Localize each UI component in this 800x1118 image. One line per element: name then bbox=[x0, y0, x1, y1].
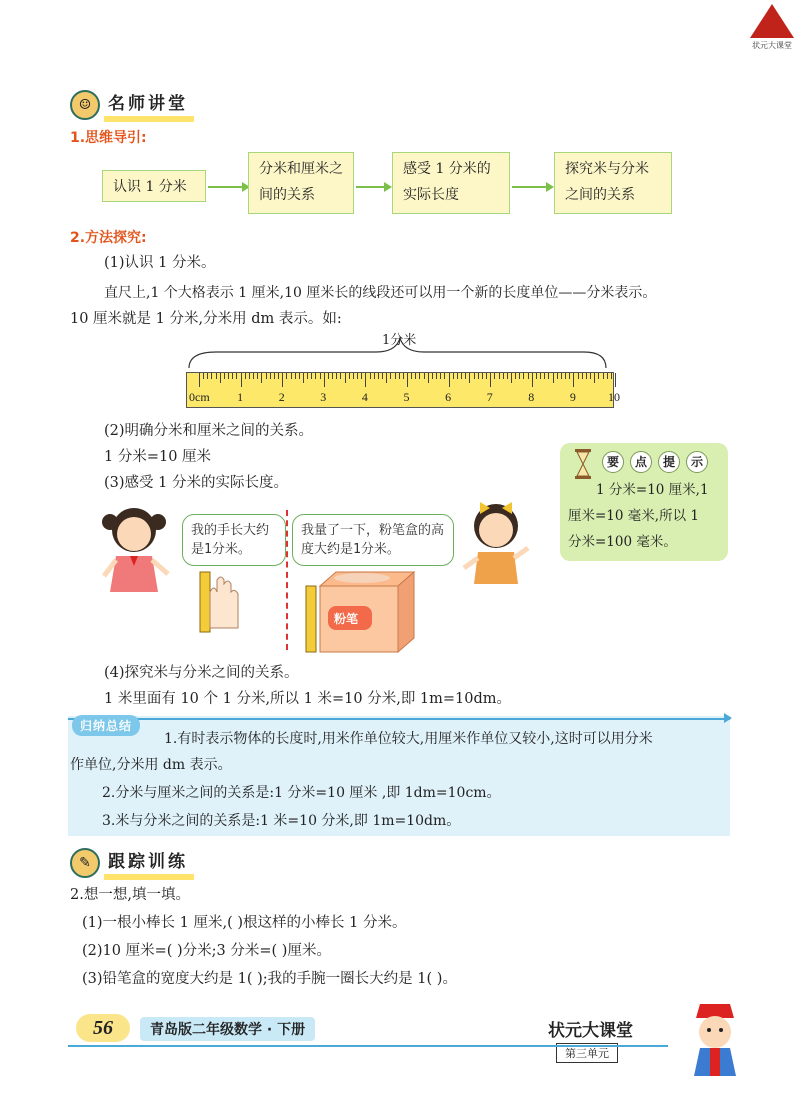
ruler-tick bbox=[440, 373, 441, 379]
p1-line1: 直尺上,1 个大格表示 1 厘米,10 厘米长的线段还可以用一个新的长度单位——分米表示。 bbox=[104, 285, 657, 301]
footer-line bbox=[68, 1045, 668, 1047]
summary-line2: 2.分米与厘米之间的关系是:1 分米=10 厘米 ,即 1dm=10cm。 bbox=[102, 785, 501, 801]
ruler-tick bbox=[486, 373, 487, 379]
question-2: (2)10 厘米=( )分米;3 分米=( )厘米。 bbox=[82, 943, 331, 959]
ruler-tick bbox=[278, 373, 279, 379]
ruler-tick bbox=[557, 373, 558, 379]
ruler-tick bbox=[257, 373, 258, 379]
ruler-tick bbox=[361, 373, 362, 379]
ruler-tick bbox=[320, 373, 321, 379]
p2-eq: 1 分米=10 厘米 bbox=[104, 449, 212, 465]
ruler-tick bbox=[507, 373, 508, 379]
practice-emblem-icon: ✎ bbox=[70, 848, 100, 878]
ruler-tick bbox=[378, 373, 379, 379]
ruler-tick bbox=[553, 373, 554, 383]
ruler-label: 1 bbox=[237, 390, 244, 404]
ruler-tick bbox=[461, 373, 462, 379]
speech-bubble-right: 我量了一下，粉笔盒的高度大约是1分米。 bbox=[292, 514, 454, 566]
p1-title: (1)认识 1 分米。 bbox=[104, 255, 216, 271]
ruler-tick bbox=[594, 373, 595, 383]
thinking-label: 1.思维导引: bbox=[70, 130, 147, 146]
divider bbox=[286, 510, 288, 650]
ruler-tick bbox=[199, 373, 200, 387]
ruler-tick bbox=[382, 373, 383, 379]
p3-title: (3)感受 1 分米的实际长度。 bbox=[104, 475, 288, 491]
ruler-tick bbox=[607, 373, 608, 379]
method-label: 2.方法探究: bbox=[70, 230, 147, 246]
ruler-tick bbox=[540, 373, 541, 379]
ruler-tick bbox=[482, 373, 483, 379]
chalk-box-illustration bbox=[302, 566, 420, 656]
p4-title: (4)探究米与分米之间的关系。 bbox=[104, 665, 299, 681]
ruler-tick bbox=[503, 373, 504, 379]
ruler-tick bbox=[603, 373, 604, 379]
girl-right-illustration bbox=[460, 496, 532, 586]
p4-text: 1 米里面有 10 个 1 分米,所以 1 米=10 分米,即 1m=10dm。 bbox=[104, 691, 512, 707]
ruler-tick bbox=[523, 373, 524, 379]
ruler-label: 7 bbox=[486, 390, 493, 404]
ruler-tick bbox=[207, 373, 208, 379]
tip-char: 提 bbox=[658, 451, 680, 473]
ruler-tick bbox=[548, 373, 549, 379]
ruler-label-0: 0cm bbox=[189, 390, 210, 404]
ruler-tick bbox=[611, 373, 612, 379]
summary-top-bar bbox=[68, 718, 730, 720]
ruler-tick bbox=[465, 373, 466, 379]
p1-line2: 10 厘米就是 1 分米,分米用 dm 表示。如: bbox=[70, 311, 342, 327]
question-title: 2.想一想,填一填。 bbox=[70, 887, 190, 903]
ruler-tick bbox=[220, 373, 221, 383]
ruler-tick bbox=[349, 373, 350, 379]
flow-step-2: 分米和厘米之间的关系 bbox=[248, 152, 354, 214]
ruler-label: 8 bbox=[528, 390, 535, 404]
ruler-tick bbox=[436, 373, 437, 379]
tip-char: 示 bbox=[686, 451, 708, 473]
ruler-tick bbox=[303, 373, 304, 383]
ruler-tick bbox=[573, 373, 574, 387]
ruler-tick bbox=[582, 373, 583, 379]
ruler-tick bbox=[411, 373, 412, 379]
ruler-label: 9 bbox=[569, 390, 576, 404]
ruler-tick bbox=[490, 373, 491, 387]
tip-char: 点 bbox=[630, 451, 652, 473]
ruler-brace-label: 1分米 bbox=[382, 333, 417, 348]
ruler-tick bbox=[449, 373, 450, 387]
ruler-tick bbox=[586, 373, 587, 379]
ruler-tick bbox=[399, 373, 400, 379]
ruler-tick bbox=[299, 373, 300, 379]
section-title: 名师讲堂 bbox=[104, 89, 194, 122]
ruler-tick bbox=[286, 373, 287, 379]
ruler-tick bbox=[261, 373, 262, 383]
ruler-tick bbox=[474, 373, 475, 379]
logo-text: 状元大课堂 bbox=[752, 41, 792, 50]
ruler-tick bbox=[353, 373, 354, 379]
p2-title: (2)明确分米和厘米之间的关系。 bbox=[104, 423, 314, 439]
ruler-tick bbox=[536, 373, 537, 379]
ruler-tick bbox=[395, 373, 396, 379]
ruler-tick bbox=[332, 373, 333, 379]
ruler-tick bbox=[424, 373, 425, 379]
flow-arrow-icon bbox=[208, 186, 244, 188]
flow-arrow-icon bbox=[512, 186, 548, 188]
ruler-tick bbox=[291, 373, 292, 379]
ruler-tick bbox=[203, 373, 204, 379]
ruler-tick bbox=[515, 373, 516, 379]
ruler-tick bbox=[249, 373, 250, 379]
summary-box bbox=[68, 716, 730, 836]
girl-left-illustration bbox=[100, 500, 172, 600]
ruler-tick bbox=[565, 373, 566, 379]
ruler-label: 5 bbox=[403, 390, 410, 404]
ruler-tick bbox=[561, 373, 562, 379]
ruler-tick bbox=[270, 373, 271, 379]
ruler-label: 3 bbox=[320, 390, 327, 404]
flow-step-1: 认识 1 分米 bbox=[102, 170, 206, 202]
ruler-tick bbox=[357, 373, 358, 379]
ruler-tick bbox=[324, 373, 325, 387]
ruler-tick bbox=[428, 373, 429, 383]
ruler-tick bbox=[307, 373, 308, 379]
ruler-tick bbox=[266, 373, 267, 379]
ruler-tick bbox=[469, 373, 470, 383]
ruler-tick bbox=[403, 373, 404, 379]
hourglass-icon bbox=[574, 449, 592, 479]
speech-bubble-left: 我的手长大约是1分米。 bbox=[182, 514, 286, 566]
ruler-tick bbox=[315, 373, 316, 379]
summary-line1b: 作单位,分米用 dm 表示。 bbox=[70, 757, 232, 773]
ruler-tick bbox=[444, 373, 445, 379]
summary-line3: 3.米与分米之间的关系是:1 米=10 分米,即 1m=10dm。 bbox=[102, 813, 461, 829]
ruler-tick bbox=[245, 373, 246, 379]
ruler-tick bbox=[457, 373, 458, 379]
ruler-tick bbox=[419, 373, 420, 379]
ruler-tick bbox=[598, 373, 599, 379]
ruler-tick bbox=[365, 373, 366, 387]
tip-line2: 厘米=10 毫米,所以 1 bbox=[568, 508, 699, 524]
ruler-tick bbox=[386, 373, 387, 383]
unit-label: 第三单元 bbox=[556, 1043, 618, 1063]
mascot-icon bbox=[684, 1002, 746, 1078]
section-header-teacher bbox=[70, 90, 194, 120]
book-title: 青岛版二年级数学 · 下册 bbox=[140, 1017, 315, 1041]
publisher-logo bbox=[748, 4, 796, 52]
ruler-tick bbox=[340, 373, 341, 379]
ruler bbox=[186, 372, 620, 408]
ruler-tick bbox=[345, 373, 346, 383]
ruler-label: 6 bbox=[445, 390, 452, 404]
tip-char: 要 bbox=[602, 451, 624, 473]
ruler-tick bbox=[407, 373, 408, 387]
teacher-emblem-icon: ☺ bbox=[70, 90, 100, 120]
page-number: 56 bbox=[76, 1014, 130, 1042]
ruler-tick bbox=[295, 373, 296, 379]
question-3: (3)铅笔盒的宽度大约是 1( );我的手腕一圈长大约是 1( )。 bbox=[82, 971, 457, 987]
ruler-tick bbox=[336, 373, 337, 379]
ruler-tick bbox=[569, 373, 570, 379]
ruler-tick bbox=[590, 373, 591, 379]
question-1: (1)一根小棒长 1 厘米,( )根这样的小棒长 1 分米。 bbox=[82, 915, 407, 931]
ruler-tick bbox=[311, 373, 312, 379]
ruler-tick bbox=[453, 373, 454, 379]
ruler-tick bbox=[432, 373, 433, 379]
ruler-tick bbox=[274, 373, 275, 379]
key-point-tip bbox=[560, 443, 728, 561]
section-title: 跟踪训练 bbox=[104, 847, 194, 880]
ruler-tick bbox=[228, 373, 229, 379]
ruler-tick bbox=[236, 373, 237, 379]
ruler-tick bbox=[478, 373, 479, 379]
ruler-tick bbox=[241, 373, 242, 387]
flow-step-3: 感受 1 分米的实际长度 bbox=[392, 152, 510, 214]
ruler-tick bbox=[282, 373, 283, 387]
ruler-tick bbox=[615, 373, 616, 387]
ruler-tick bbox=[519, 373, 520, 379]
ruler-tick bbox=[494, 373, 495, 379]
ruler-tick bbox=[216, 373, 217, 379]
flow-step-4: 探究米与分米之间的关系 bbox=[554, 152, 672, 214]
ruler-tick bbox=[544, 373, 545, 379]
flow-arrow-icon bbox=[356, 186, 386, 188]
ruler-tick bbox=[211, 373, 212, 379]
chalk-box-label: 粉笔 bbox=[334, 612, 359, 626]
ruler-label: 4 bbox=[361, 390, 368, 404]
ruler-tick bbox=[253, 373, 254, 379]
summary-line1a: 1.有时表示物体的长度时,用米作单位较大,用厘米作单位又较小,这时可以用分米 bbox=[164, 731, 653, 747]
tip-line3: 分米=100 毫米。 bbox=[568, 534, 677, 550]
ruler-tick bbox=[374, 373, 375, 379]
ruler-label: 10 bbox=[608, 390, 620, 404]
ruler-tick bbox=[511, 373, 512, 383]
summary-arrow-icon bbox=[724, 713, 732, 723]
ruler-tick bbox=[499, 373, 500, 379]
brand-name: 状元大课堂 bbox=[548, 1021, 633, 1041]
ruler-tick bbox=[390, 373, 391, 379]
ruler-tick bbox=[415, 373, 416, 379]
ruler-tick bbox=[224, 373, 225, 379]
ruler-tick bbox=[370, 373, 371, 379]
section-header-practice bbox=[70, 848, 194, 878]
ruler-tick bbox=[328, 373, 329, 379]
tip-header bbox=[602, 451, 708, 473]
ruler-tick bbox=[532, 373, 533, 387]
hand-measure-illustration bbox=[186, 568, 246, 636]
ruler-tick bbox=[578, 373, 579, 379]
ruler-tick bbox=[528, 373, 529, 379]
ruler-label: 2 bbox=[278, 390, 285, 404]
ruler-tick bbox=[232, 373, 233, 379]
summary-badge: 归纳总结 bbox=[72, 715, 140, 736]
tip-line1: 1 分米=10 厘米,1 bbox=[596, 482, 709, 498]
logo-triangle-icon bbox=[750, 4, 794, 38]
